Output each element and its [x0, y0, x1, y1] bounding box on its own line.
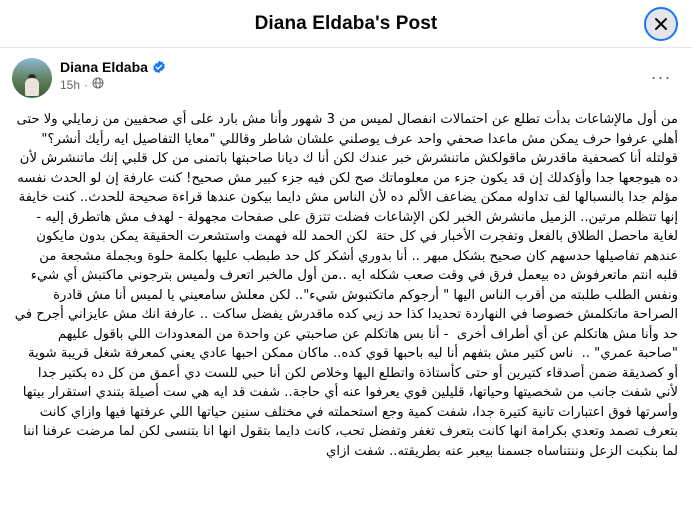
post-text: من أول مالإشاعات بدأت تطلع عن احتمالات انفصال لميس من 3 شهور وأنا مش بارد على أي صحفيين من زمايلي ولا حتى أهلي عرفوا حرف يمكن مش ماعدا صحفي واحد عرف يوصلني علشان شاطر وقاللي "معايا التفاصيل ايه رأيك أنشر؟" قولتله أنا كصحفية ماقدرش ماقولكش ماتنشرش خبر عندك لكن أنا ك ديانا صاحبتها باتمنى من كل قلبي إنك ماتنشرش لأن ده هيوجعها جدا وأؤكدلك إن قد يكون جزء من معلوماتك صح لكن فيه جزء كبير مش صحيح! كنت عارفة إن لو الحدث نفسه مؤلم جدا بالنسبالها لف تداوله ممكن يضاعف الألم ده لأن الناس مش دايما بيكون عندها قراءة صحيحة للحدث.. كنت خايفة إنها تتظلم مرتين.. الزميل مانشرش الخبر لكن الإشاعات فضلت تتزق على صفحات مجهولة - لهدف مش هاتطرق إليه - لغاية ماحصل الطلاق بالفعل وتفجرت الأخبار في كل حتة لكن الحمد لله فهمت واستشعرت الحقيقة يمكن بدون مايكون عندهم تفاصيلها حدسهم كان صحيح بشكل مبهر .. أنا بدوري أشكر كل حد طبطب عليها بكلمة حلوة وبجملة مشجعة من قلبه انتم ماتعرفوش ده بيعمل فرق في وقت صعب شكله ايه ..من أول مالخبر اتعرف ولميس بترجوني ماكتبش أي شيء ونفس الطلب طلبته من أقرب الناس اليها " أرجوكم ماتكتبوش شيء".. لكن معلش سامعيني يا لميس أنا مش قادرة الصراحة ماتكلمش خصوصا في النهاردة تحديدا كذا حد زيي كده ماقدرش يفضل ساكت .. عارفة انك مش عايزاني أجرح في حد وأنا مش هاتكلم عن أي أطراف أخرى - أنا بس هاتكلم عن صاحبتي عن واحدة من المعدودات اللي باقول عليهم "صاحبة عمري" .. ناس كتير مش بتفهم أنا ليه باحبها قوي كده.. ماكان ممكن احبها عادي يعني كمعرفة شغل قريبة شوية أو كصديقة ضمن أصدقاء كتيرين أو حتى كأستاذة واتطلع اليها وخلاص لكن أنا حبي للست دي أعمق من كل ده بكتير جدا لأني شفت جانب من شخصيتها وحياتها، قليلين قوي يعرفوا عنه أي حاجة.. شفت قد ايه هي ست أصيلة بتندي استقرار بيتها وأسرتها فوق اعتبارات تانية كتيرة جدا، شفت كمية وجع استحملته في مختلف سنين حياتها اللي عرفتها فيها وازاي كانت بتعرف تصمد وتعدي بكرامة انها كانت بتعرف تغفر وتفضل تحب، كانت دايما بتقول انها انا بتنسى لكن لما مرضت عرفنا اننا لما بنكبت الزعل وننتناساه جسمنا بيعبر عنه بطريقته.. شفت ازاي: [10, 112, 678, 459]
close-button[interactable]: [644, 7, 678, 41]
author-row: [60, 59, 166, 75]
post-meta: [60, 77, 166, 92]
post-header: [12, 58, 680, 104]
post-timestamp[interactable]: 15h: [60, 77, 81, 92]
meta-separator: ·: [84, 77, 89, 92]
avatar[interactable]: [12, 58, 52, 98]
dialog-header: [0, 0, 692, 48]
post-options-button[interactable]: ···: [650, 66, 672, 87]
author-block: [60, 58, 166, 92]
globe-icon[interactable]: [92, 77, 104, 92]
author-name[interactable]: Diana Eldaba: [60, 59, 148, 75]
page-title: Diana Eldaba's Post: [254, 12, 438, 34]
post-container: [0, 48, 692, 104]
close-icon: [653, 16, 669, 32]
avatar-body: [25, 78, 39, 96]
verified-badge-icon: [152, 60, 166, 74]
